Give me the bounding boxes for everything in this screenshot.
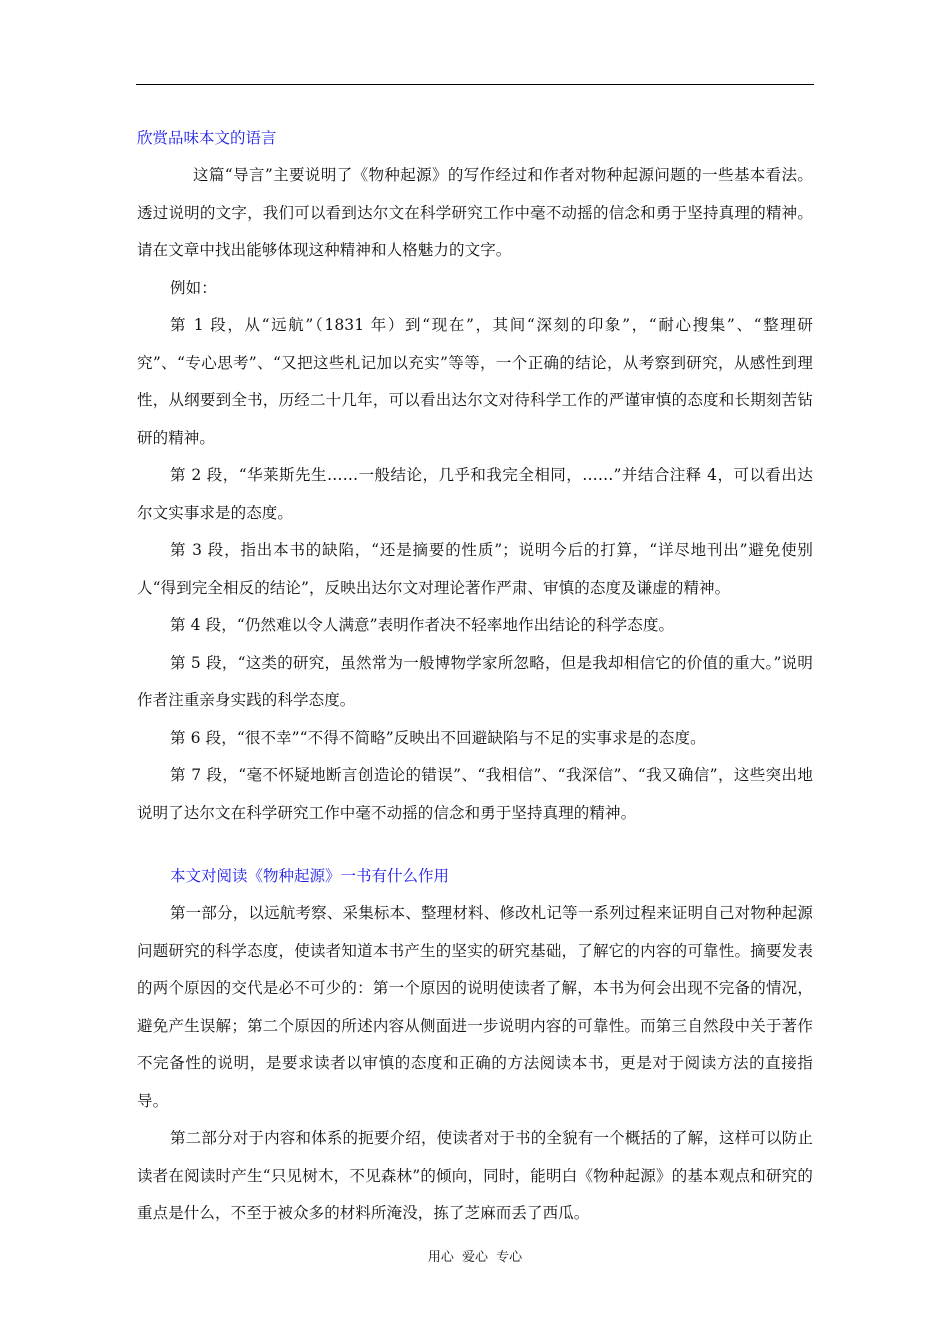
part-two-paragraph: 第二部分对于内容和体系的扼要介绍，使读者对于书的全貌有一个概括的了解，这样可以防止读者在阅读时产生“只见树木，不见森林”的倾向，同时，能明白《物种起源》的基本观点和研究的重点是什么，不至于被众多的材料所淹没，拣了芝麻而丢了西瓜。 xyxy=(137,1129,813,1222)
paragraph-1: 第 1 段，从“远航”（1831 年）到“现在”，其间“深刻的印象”，“耐心搜集”、“整理研究”、“专心思考”、“又把这些札记加以充实”等等，一个正确的结论，从考察到研究，从感性到理性，从纲要到全书，历经二十几年，可以看出达尔文对待科学工作的严谨审慎的态度和长期刻苦钻研的精神。 xyxy=(137,316,813,447)
section-heading-language: 欣赏品味本文的语言 xyxy=(137,129,277,147)
example-label: 例如： xyxy=(170,278,217,297)
paragraph-3: 第 3 段，指出本书的缺陷，“还是摘要的性质”；说明今后的打算，“详尽地刊出”避免使别人“得到完全相反的结论”，反映出达尔文对理论著作严肃、审慎的态度及谦虚的精神。 xyxy=(137,541,813,597)
intro-paragraph: 这篇“导言”主要说明了《物种起源》的写作经过和作者对物种起源问题的一些基本看法。透过说明的文字，我们可以看到达尔文在科学研究工作中毫不动摇的信念和勇于坚持真理的精神。请在文章中找出能够体现这种精神和人格魅力的文字。 xyxy=(137,166,813,259)
paragraph-4: 第 4 段，“仍然难以令人满意”表明作者决不轻率地作出结论的科学态度。 xyxy=(170,616,675,634)
page-footer: 用心 爱心 专心 xyxy=(427,1250,523,1265)
paragraph-2: 第 2 段，“华莱斯先生……一般结论，几乎和我完全相同，……”并结合注释 4，可以看出达尔文实事求是的态度。 xyxy=(137,466,813,522)
header-rule xyxy=(136,84,814,85)
part-one-paragraph: 第一部分，以远航考察、采集标本、整理材料、修改札记等一系列过程来证明自己对物种起源问题研究的科学态度，使读者知道本书产生的坚实的研究基础，了解它的内容的可靠性。摘要发表的两个原因的交代是必不可少的：第一个原因的说明使读者了解，本书为何会出现不完备的情况，避免产生误解；第二个原因的所述内容从侧面进一步说明内容的可靠性。而第三自然段中关于著作不完备性的说明，是要求读者以审慎的态度和正确的方法阅读本书，更是对于阅读方法的直接指导。 xyxy=(137,904,813,1110)
paragraph-7: 第 7 段，“毫不怀疑地断言创造论的错误”、“我相信”、“我深信”、“我又确信”，这些突出地说明了达尔文在科学研究工作中毫不动摇的信念和勇于坚持真理的精神。 xyxy=(137,766,813,822)
paragraph-5: 第 5 段，“这类的研究，虽然常为一般博物学家所忽略，但是我却相信它的价值的重大。”说明作者注重亲身实践的科学态度。 xyxy=(137,653,813,709)
section-heading-reading: 本文对阅读《物种起源》一书有什么作用 xyxy=(170,867,450,885)
document-body xyxy=(137,120,813,1233)
paragraph-6: 第 6 段，“很不幸”“不得不简略”反映出不回避缺陷与不足的实事求是的态度。 xyxy=(170,728,706,747)
